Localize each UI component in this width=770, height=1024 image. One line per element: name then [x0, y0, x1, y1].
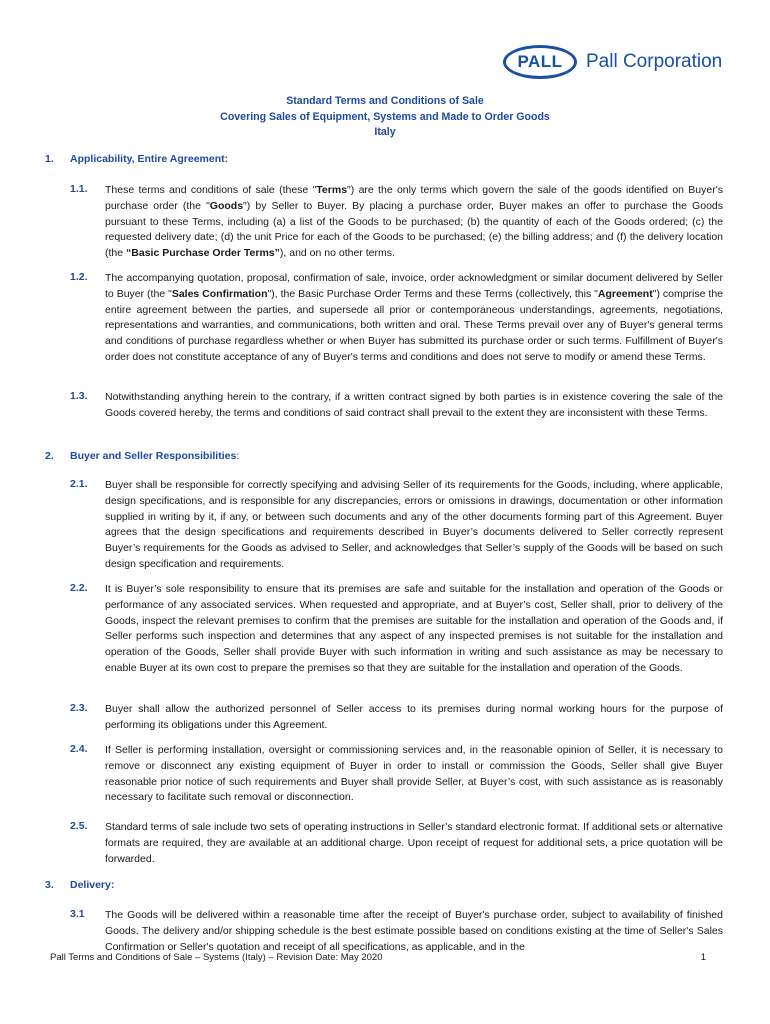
- defined-term: Sales Confirmation: [171, 287, 268, 300]
- clause-text: Buyer shall be responsible for correctly specifying and advising Seller of its requirements for the Goods, including, where applicable, design specifications, and is responsible for any discrepancies, errors or omissions in drawings, documentation or other information supplied in writing by it, if any, or between such documents and any of the other documents forming part of this Agreement. Buyer agrees that the design specifications and requirements described in Buyer’s documents delivered to Seller correctly represent Buyer’s requirements for the Goods as advised to Seller, and acknowledges that Seller’s supply of the Goods will be based on such design specification and requirements.: [105, 479, 723, 570]
- logo-mark-text: PALL: [517, 52, 563, 71]
- document-title: [0, 94, 770, 141]
- section-title: [70, 450, 239, 462]
- clause-number: 2.3.: [70, 702, 88, 714]
- clause-text-part: These terms and conditions of sale (these ": [105, 184, 317, 196]
- section-number: 2.: [45, 450, 54, 462]
- clause-text: [105, 183, 723, 262]
- clause-text: Standard terms of sale include two sets of operating instructions in Seller’s standard electronic format. If additional sets or alternative formats are required, they are available at an additional charge. Upon receipt of request for additional sets, a price quotation will be forwarded.: [105, 821, 723, 865]
- clause-text: It is Buyer’s sole responsibility to ensure that its premises are safe and suitable for the installation and operation of the Goods or performance of any associated services. When requested and appropriate, and at Buyer’s cost, Seller shall, prior to delivery of the Goods, inspect the relevant premises to confirm that the premises are suitable for the installation and operation of the Goods and, if Seller performs such inspection and determines that any aspect of any inspected premises is not suitable for the installation and operation of the Goods, Seller shall provide Buyer with such information in writing and such assistance as may be necessary to enable Buyer at its own cost to prepare the premises so that they are suitable for the installation and operation of the Goods.: [105, 583, 723, 674]
- pall-logo-mark: [503, 45, 577, 79]
- clause-text-part: ") by Seller to Buyer. By placing a purchase order, Buyer makes an offer to purchase the Goods pursuant to these Terms, including (a) a list of the Goods to be purchased; (b) the quantity of each of the Goods ordered; (c) the requested delivery date; (d) the unit Price for each of the Goods to be purchased; (e) the billing address; and (f) the delivery location (the: [105, 199, 723, 259]
- clause-text-part: The accompanying quotation, proposal, confirmation of sale, invoice, order acknowledgment or similar document delivered by Seller to Buyer (the ": [105, 272, 723, 300]
- section-title-text: Buyer and Seller Responsibilities: [70, 450, 237, 462]
- section-title: Applicability, Entire Agreement:: [70, 153, 229, 165]
- title-line-3: Italy: [374, 126, 396, 138]
- clause-text: If Seller is performing installation, oversight or commissioning services and, in the reasonable opinion of Seller, it is necessary to remove or disconnect any existing equipment of Buyer in order to install or commission the Goods, Seller shall give Buyer reasonable prior notice of such requirements and Buyer shall provide Seller, at Buyer’s cost, with such assistance as is reasonably necessary to facilitate such removal or disconnection.: [105, 744, 723, 804]
- section-title-suffix: :: [236, 450, 240, 462]
- clause-text: Notwithstanding anything herein to the contrary, if a written contract signed by both parties is in existence covering the sale of the Goods covered hereby, the terms and conditions of said contract shall prevail to the extent they are inconsistent with these Terms.: [105, 391, 723, 419]
- title-line-1: Standard Terms and Conditions of Sale: [286, 95, 484, 107]
- clause-text: The Goods will be delivered within a reasonable time after the receipt of Buyer's purchase order, subject to availability of finished Goods. The delivery and/or shipping schedule is the best estimate possible based on conditions existing at the time of Seller's Sales Confirmation or Seller's quotation and receipt of all specifications, as applicable, and in the: [105, 909, 723, 953]
- footer-text: Pall Terms and Conditions of Sale – Systems (Italy) – Revision Date: May 2020: [50, 952, 383, 963]
- section-number: 3.: [45, 879, 54, 891]
- clause-text-part: ") comprise the entire agreement between the parties, and supersede all prior or contemporaneous understandings, agreements, negotiations, representations and warranties, and communications, both written and oral. These Terms prevail over any of Buyer's general terms and conditions of purchase regardless whether or when Buyer has submitted its purchase order or such terms. Fulfillment of Buyer's order does not constitute acceptance of any of Buyer's terms and conditions and does not serve to modify or amend these Terms.: [105, 287, 723, 363]
- clause-number: 2.5.: [70, 820, 88, 832]
- section-title: Delivery:: [70, 879, 115, 891]
- clause-text-part: "), the Basic Purchase Order Terms and these Terms (collectively, this ": [267, 287, 598, 300]
- clause-number: 2.2.: [70, 582, 88, 594]
- company-name: Pall Corporation: [586, 51, 723, 72]
- section-number: 1.: [45, 153, 54, 165]
- clause-number: 1.2.: [70, 271, 88, 283]
- clause-text: [105, 271, 723, 366]
- clause-number: 2.4.: [70, 743, 88, 755]
- defined-term: Terms: [316, 184, 348, 196]
- clause-number: 1.1.: [70, 183, 88, 195]
- clause-number: 2.1.: [70, 478, 88, 490]
- defined-term: Agreement: [597, 287, 653, 300]
- defined-term: Goods: [209, 199, 244, 212]
- clause-number: 1.3.: [70, 390, 88, 402]
- clause-text-part: ), and on no other terms.: [279, 247, 395, 259]
- clause-text-part: ") are the only terms which govern the sale of the goods identified on Buyer's purchase order (the ": [105, 184, 723, 212]
- page-number: 1: [700, 952, 706, 963]
- title-line-2: Covering Sales of Equipment, Systems and Made to Order Goods: [220, 110, 550, 123]
- clause-number: 3.1: [70, 908, 85, 920]
- pall-logo: [503, 44, 722, 80]
- defined-term: “Basic Purchase Order Terms”: [126, 247, 280, 259]
- clause-text: Buyer shall allow the authorized personnel of Seller access to its premises during normal working hours for the purpose of performing its obligations under this Agreement.: [105, 703, 723, 731]
